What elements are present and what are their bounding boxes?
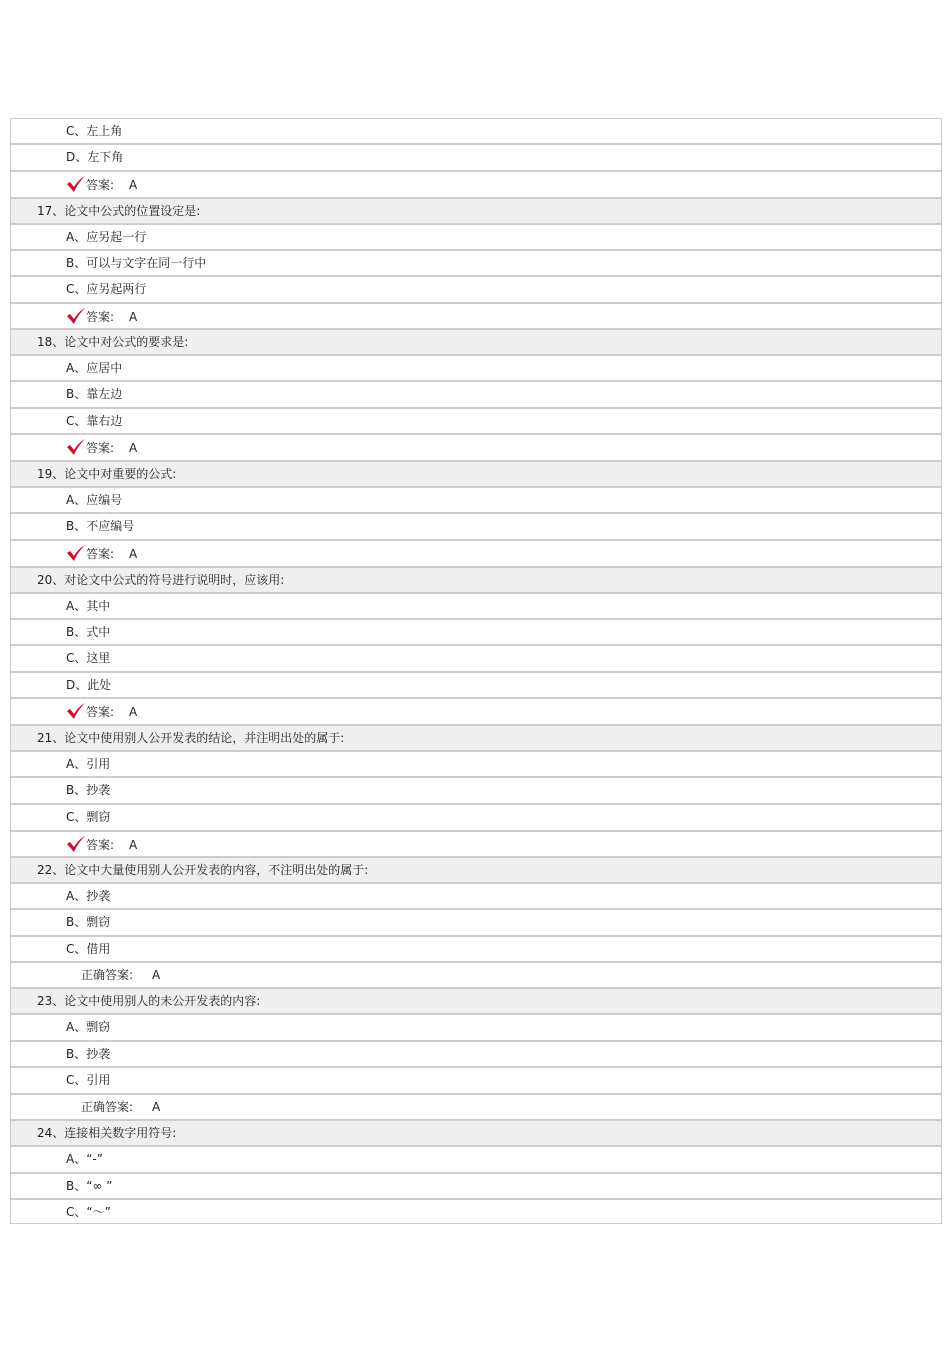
question-row [11, 197, 941, 223]
option-text: C、剽窃 [66, 810, 111, 824]
option-row [11, 354, 941, 380]
option-row [11, 1040, 941, 1066]
question-text: 20、对论文中公式的符号进行说明时，应该用: [37, 573, 285, 587]
answer-label: 答案: [86, 310, 115, 324]
answer-value: A [129, 705, 138, 719]
option-row [11, 223, 941, 249]
question-text: 17、论文中公式的位置设定是: [37, 204, 201, 218]
checkmark-icon [66, 175, 86, 193]
option-row [11, 908, 941, 935]
option-text: A、其中 [66, 599, 111, 613]
question-row [11, 724, 941, 750]
option-row [11, 380, 941, 407]
option-text: C、应另起两行 [66, 282, 147, 296]
checkmark-icon [66, 307, 86, 325]
answer-row [11, 830, 941, 856]
question-text: 24、连接相关数字用符号: [37, 1126, 177, 1140]
answer-row [11, 433, 941, 460]
option-row [11, 644, 941, 671]
option-row [11, 803, 941, 830]
option-text: C、引用 [66, 1073, 111, 1087]
quiz-sheet [10, 118, 942, 1224]
answer-value: A [129, 178, 138, 192]
correct-answer-value: A [152, 1100, 161, 1114]
option-text: C、靠右边 [66, 414, 123, 428]
option-row [11, 512, 941, 539]
answer-row [11, 302, 941, 328]
option-text: A、应居中 [66, 361, 123, 375]
question-row [11, 460, 941, 486]
option-row [11, 1198, 941, 1223]
option-text: D、此处 [66, 678, 112, 692]
option-text: A、剽窃 [66, 1020, 111, 1034]
option-text: B、抄袭 [66, 1047, 111, 1061]
answer-value: A [129, 547, 138, 561]
option-row [11, 935, 941, 961]
checkmark-icon [66, 835, 86, 853]
answer-label: 答案: [86, 178, 115, 192]
answer-row [11, 170, 941, 197]
option-row [11, 750, 941, 776]
answer-value: A [129, 838, 138, 852]
option-text: B、不应编号 [66, 519, 135, 533]
option-row [11, 618, 941, 644]
option-row [11, 407, 941, 433]
option-text: D、左下角 [66, 150, 124, 164]
option-text: B、靠左边 [66, 387, 123, 401]
answer-label: 答案: [86, 705, 115, 719]
checkmark-icon [66, 544, 86, 562]
answer-label: 答案: [86, 441, 115, 455]
question-text: 21、论文中使用别人公开发表的结论，并注明出处的属于: [37, 731, 345, 745]
option-row [11, 275, 941, 302]
correct-answer-value: A [152, 968, 161, 982]
option-text: C、借用 [66, 942, 111, 956]
option-row [11, 118, 941, 143]
option-row [11, 1066, 941, 1093]
question-row [11, 856, 941, 882]
option-row [11, 1145, 941, 1172]
answer-row [11, 697, 941, 724]
checkmark-icon [66, 702, 86, 720]
checkmark-icon [66, 438, 86, 456]
option-row [11, 882, 941, 908]
answer-value: A [129, 310, 138, 324]
question-row [11, 1119, 941, 1145]
question-row [11, 987, 941, 1013]
option-text: B、抄袭 [66, 783, 111, 797]
answer-label: 答案: [86, 547, 115, 561]
option-row [11, 143, 941, 170]
correct-answer-label: 正确答案: [81, 968, 134, 982]
option-text: A、应另起一行 [66, 230, 147, 244]
question-text: 22、论文中大量使用别人公开发表的内容，不注明出处的属于: [37, 863, 369, 877]
option-text: B、“∞ ” [66, 1179, 113, 1193]
option-row [11, 592, 941, 618]
option-text: C、这里 [66, 651, 111, 665]
answer-row [11, 539, 941, 566]
question-text: 19、论文中对重要的公式: [37, 467, 177, 481]
option-text: B、式中 [66, 625, 111, 639]
answer-label: 答案: [86, 838, 115, 852]
option-text: A、应编号 [66, 493, 123, 507]
option-text: C、左上角 [66, 124, 123, 138]
option-text: B、可以与文字在同一行中 [66, 256, 207, 270]
answer-value: A [129, 441, 138, 455]
option-row [11, 249, 941, 275]
option-row [11, 671, 941, 697]
option-text: B、剽窃 [66, 915, 111, 929]
option-text: C、“～” [66, 1205, 111, 1219]
question-text: 23、论文中使用别人的未公开发表的内容: [37, 994, 261, 1008]
option-text: A、“-” [66, 1152, 103, 1166]
question-row [11, 328, 941, 354]
question-text: 18、论文中对公式的要求是: [37, 335, 189, 349]
option-row [11, 1013, 941, 1040]
option-row [11, 776, 941, 803]
question-row [11, 566, 941, 592]
correct-answer-row [11, 1093, 941, 1119]
correct-answer-row [11, 961, 941, 987]
option-row [11, 1172, 941, 1198]
option-row [11, 486, 941, 512]
correct-answer-label: 正确答案: [81, 1100, 134, 1114]
option-text: A、抄袭 [66, 889, 111, 903]
option-text: A、引用 [66, 757, 111, 771]
